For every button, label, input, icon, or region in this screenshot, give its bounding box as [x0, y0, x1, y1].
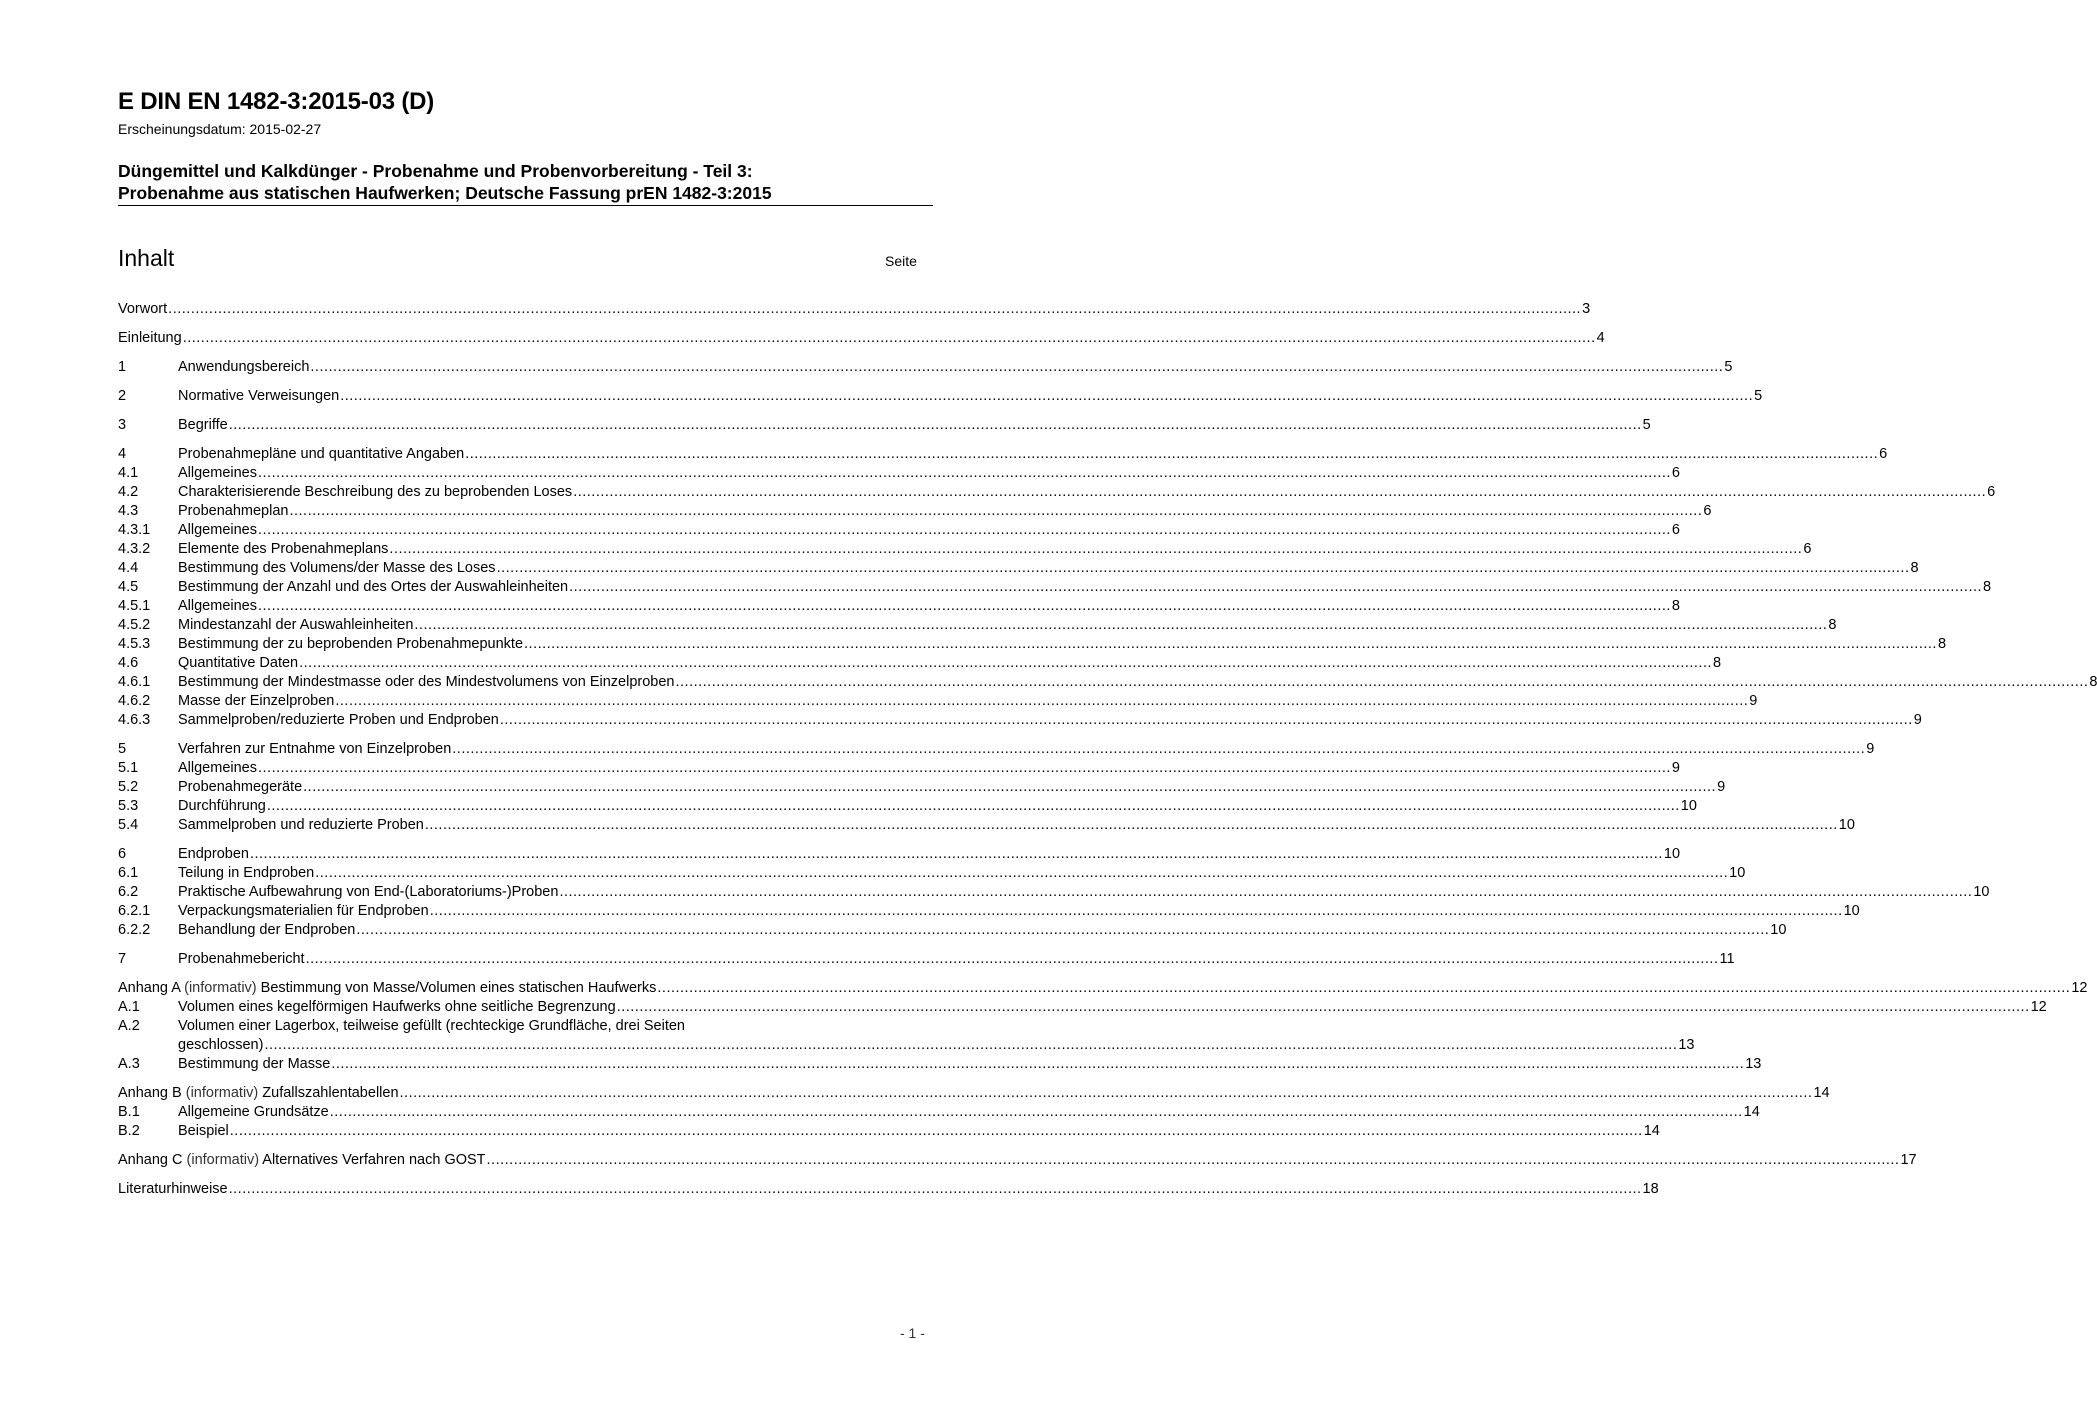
- toc-page-number: 13: [1678, 1037, 1695, 1053]
- toc-page-number: 17: [1900, 1152, 1917, 1168]
- toc-dot-leader: [340, 387, 1753, 406]
- toc-page-number: 5: [1642, 417, 1651, 433]
- toc-dot-leader: [303, 778, 1716, 797]
- toc-page-number: 6: [1703, 503, 1712, 519]
- toc-entry[interactable]: [118, 358, 1733, 377]
- toc-entry-title: Elemente des Probenahmeplans: [178, 541, 389, 557]
- toc-page-number: 10: [1729, 865, 1746, 881]
- toc-entry[interactable]: [118, 864, 1746, 883]
- toc-entry[interactable]: [118, 883, 1990, 902]
- toc-dot-leader: [230, 1122, 1643, 1141]
- toc-entry-title: Endproben: [178, 846, 249, 862]
- toc-page-number: 18: [1642, 1181, 1659, 1197]
- toc-entry-number: 6.1: [118, 865, 139, 881]
- toc-entry[interactable]: [118, 845, 1681, 864]
- toc-entry-label: [118, 1151, 486, 1170]
- toc-entry-number: 4.5.3: [118, 636, 151, 652]
- toc-page-number: 9: [1671, 760, 1680, 776]
- toc-entry[interactable]: [118, 521, 1680, 540]
- toc-page-number: 6: [1671, 522, 1680, 538]
- toc-page-number: 8: [1983, 579, 1992, 595]
- toc-entry[interactable]: [118, 759, 1680, 778]
- toc-entry[interactable]: [118, 797, 1697, 816]
- toc-page-number: 12: [2030, 999, 2047, 1015]
- toc-entry-title: Quantitative Daten: [178, 655, 299, 671]
- toc-entry-continuation: [118, 1036, 1695, 1055]
- toc-page-number: 6: [1803, 541, 1812, 557]
- toc-dot-leader: [356, 921, 1769, 940]
- toc-entry-title: Probenahmebericht: [178, 951, 305, 967]
- toc-entry-number: 4.2: [118, 484, 139, 500]
- toc-entry-title: Sammelproben und reduzierte Proben: [178, 817, 424, 833]
- toc-entry-number: 5.1: [118, 760, 139, 776]
- toc-entry-title: Probenahmeplan: [178, 503, 289, 519]
- toc-entry-title: Volumen einer Lagerbox, teilweise gefüllt (rechteckige Grundfläche, drei Seiten: [178, 1018, 685, 1034]
- toc-entry-title: Volumen eines kegelförmigen Haufwerks ohne seitliche Begrenzung: [178, 999, 616, 1015]
- toc-page-number: 5: [1754, 388, 1763, 404]
- toc-entry-number: 4.5.2: [118, 617, 151, 633]
- toc-annex: Anhang A: [118, 980, 181, 996]
- toc-annex-qualifier: (informativ): [186, 1152, 260, 1168]
- toc-entry-number: 7: [118, 951, 127, 967]
- toc-page-number: 8: [1713, 655, 1722, 671]
- toc-entry-title: Literaturhinweise: [118, 1181, 228, 1197]
- toc-page-number: 6: [1987, 484, 1996, 500]
- toc-entry-number: 4.3.1: [118, 522, 151, 538]
- toc-dot-leader: [258, 521, 1671, 540]
- toc-entry[interactable]: [118, 673, 2097, 692]
- toc-entry[interactable]: [118, 597, 1680, 616]
- toc-entry[interactable]: [118, 1103, 1760, 1122]
- toc-entry-title: Allgemeine Grundsätze: [178, 1104, 329, 1120]
- toc-entry-number: 4.6.2: [118, 693, 151, 709]
- toc-entry-number: 4.4: [118, 560, 139, 576]
- toc-entry[interactable]: [118, 387, 1763, 406]
- toc-dot-leader: [299, 654, 1712, 673]
- toc-page-number: 10: [1663, 846, 1681, 862]
- toc-dot-leader: [389, 540, 1802, 559]
- toc-entry-number: 6: [118, 846, 127, 862]
- toc-entry-label: [118, 1084, 399, 1103]
- toc-dot-leader: [250, 845, 1663, 864]
- toc-annex: Anhang C: [118, 1152, 183, 1168]
- toc-page-number: 5: [1724, 359, 1733, 375]
- toc-entry[interactable]: [118, 979, 2088, 998]
- toc-annex-qualifier: (informativ): [185, 1085, 259, 1101]
- toc-page-number: 8: [1910, 560, 1919, 576]
- toc-entry[interactable]: [118, 921, 1787, 940]
- toc-entry-title: Teilung in Endproben: [178, 865, 315, 881]
- toc-page-number: 10: [1680, 798, 1697, 814]
- toc-entry-title: Bestimmung von Masse/Volumen eines statischen Haufwerks: [260, 980, 657, 996]
- toc-entry-title: Einleitung: [118, 330, 182, 346]
- toc-entry-number: A.1: [118, 999, 140, 1015]
- toc-entry-title: Bestimmung der Masse: [178, 1056, 331, 1072]
- toc-entry-number: 4.3.2: [118, 541, 151, 557]
- toc-entry-title: Allgemeines: [178, 465, 257, 481]
- toc-page-number: 12: [2071, 980, 2088, 996]
- toc-entry[interactable]: [118, 1017, 1695, 1055]
- toc-page-number: 9: [1717, 779, 1726, 795]
- toc-entry-title: Probenahmepläne und quantitative Angaben: [178, 446, 465, 462]
- page-number: - 1 -: [900, 1325, 925, 1341]
- toc-page-number: 8: [2089, 674, 2097, 690]
- toc-entry[interactable]: [118, 502, 1712, 521]
- subtitle-line-2: Probenahme aus statischen Haufwerken; Deutsche Fassung prEN 1482-3:2015: [118, 183, 772, 203]
- toc-dot-leader: [573, 483, 1986, 502]
- toc-entry-title: Durchführung: [178, 798, 266, 814]
- toc-entry[interactable]: [118, 740, 1875, 759]
- toc-page-number: 14: [1643, 1123, 1660, 1139]
- toc-page-number: 3: [1582, 301, 1591, 317]
- toc-entry-number: 6.2.2: [118, 922, 151, 938]
- toc-dot-leader: [229, 1180, 1642, 1199]
- toc-page-number: 10: [1770, 922, 1787, 938]
- toc-entry-title: Probenahmegeräte: [178, 779, 303, 795]
- toc-entry-title: Bestimmung der zu beprobenden Probenahmepunkte: [178, 636, 524, 652]
- toc-dot-leader: [330, 1103, 1743, 1122]
- toc-dot-leader: [306, 950, 1719, 969]
- toc-dot-leader: [310, 358, 1723, 377]
- toc-entry[interactable]: [118, 445, 1888, 464]
- toc-entry-number: 4.1: [118, 465, 139, 481]
- toc-entry-title: Allgemeines: [178, 760, 257, 776]
- toc-page-number: 4: [1596, 330, 1605, 346]
- toc-dot-leader: [675, 673, 2088, 692]
- toc-page-column-label: Seite: [885, 253, 917, 269]
- toc-entry[interactable]: [118, 816, 1855, 835]
- title-rule: [118, 205, 933, 206]
- toc-entry[interactable]: [118, 654, 1722, 673]
- toc-entry-title: Praktische Aufbewahrung von End-(Laboratoriums-)Proben: [178, 884, 559, 900]
- toc-entry[interactable]: [118, 616, 1837, 635]
- toc-entry-title: Bestimmung des Volumens/der Masse des Loses: [178, 560, 496, 576]
- toc-entry[interactable]: [118, 902, 1860, 921]
- toc-annex-qualifier: (informativ): [184, 980, 257, 996]
- toc-entry-number: 5: [118, 741, 127, 757]
- toc-dot-leader: [315, 864, 1728, 883]
- doc-title: E DIN EN 1482-3:2015-03 (D): [118, 88, 435, 115]
- toc-entry-title: Beispiel: [178, 1123, 229, 1139]
- toc-entry[interactable]: [118, 464, 1680, 483]
- toc-entry-number: 4.6.1: [118, 674, 151, 690]
- toc-entry[interactable]: [118, 540, 1812, 559]
- toc-entry[interactable]: [118, 635, 1947, 654]
- toc-entry[interactable]: [118, 692, 1758, 711]
- toc-entry-title: Vorwort: [118, 301, 168, 317]
- toc-entry-title: Verpackungsmaterialien für Endproben: [178, 903, 429, 919]
- toc-entry-title: Begriffe: [178, 417, 228, 433]
- toc-entry-number: A.2: [118, 1018, 140, 1034]
- toc-entry-number: 2: [118, 388, 127, 404]
- toc-page-number: 8: [1828, 617, 1837, 633]
- toc-entry[interactable]: [118, 778, 1726, 797]
- toc-entry-title: Verfahren zur Entnahme von Einzelproben: [178, 741, 452, 757]
- toc-entry[interactable]: [118, 483, 1996, 502]
- toc-dot-leader: [168, 300, 1581, 319]
- toc-entry[interactable]: [118, 559, 1919, 578]
- toc-dot-leader: [497, 559, 1910, 578]
- toc-annex: Anhang B: [118, 1085, 182, 1101]
- toc-entry-title: Masse der Einzelproben: [178, 693, 335, 709]
- toc-dot-leader: [559, 883, 1972, 902]
- toc-dot-leader: [617, 998, 2030, 1017]
- toc-dot-leader: [258, 464, 1671, 483]
- toc-entry[interactable]: [118, 950, 1735, 969]
- toc-entry-number: B.1: [118, 1104, 140, 1120]
- toc-page-number: 10: [1838, 817, 1855, 833]
- toc-entry[interactable]: [118, 998, 2047, 1017]
- toc-entry-number: 5.4: [118, 817, 139, 833]
- toc-entry-number: 4: [118, 446, 127, 462]
- toc-entry-title: Bestimmung der Anzahl und des Ortes der Auswahleinheiten: [178, 579, 569, 595]
- toc-entry-title: Zufallszahlentabellen: [262, 1085, 399, 1101]
- toc-page-number: 9: [1866, 741, 1875, 757]
- toc-entry-number: 4.3: [118, 503, 139, 519]
- toc-dot-leader: [430, 902, 1843, 921]
- toc-entry-number: 5.2: [118, 779, 139, 795]
- toc-entry[interactable]: [118, 416, 1651, 435]
- table-of-contents: [118, 300, 2097, 1199]
- toc-heading: Inhalt: [118, 245, 175, 271]
- toc-entry[interactable]: [118, 1084, 1830, 1103]
- toc-dot-leader: [229, 416, 1642, 435]
- toc-page-number: 9: [1749, 693, 1758, 709]
- toc-page-number: 8: [1937, 636, 1947, 652]
- toc-dot-leader: [335, 692, 1748, 711]
- toc-entry-number: 4.6.3: [118, 712, 151, 728]
- subtitle-line-1: Düngemittel und Kalkdünger - Probenahme und Probenvorbereitung - Teil 3:: [118, 161, 753, 181]
- toc-dot-leader: [569, 578, 1982, 597]
- toc-entry[interactable]: [118, 711, 1922, 730]
- toc-entry-number: 3: [118, 417, 127, 433]
- toc-entry-title: Allgemeines: [178, 598, 257, 614]
- toc-entry-number: 1: [118, 359, 127, 375]
- toc-dot-leader: [264, 1036, 1677, 1055]
- toc-entry-title-cont: geschlossen): [178, 1037, 264, 1053]
- toc-dot-leader: [183, 329, 1596, 348]
- toc-dot-leader: [258, 597, 1671, 616]
- toc-entry-number: B.2: [118, 1123, 140, 1139]
- toc-entry[interactable]: [118, 1055, 1762, 1074]
- toc-entry[interactable]: [118, 1122, 1660, 1141]
- toc-page-number: 10: [1843, 903, 1860, 919]
- toc-page-number: 8: [1671, 598, 1680, 614]
- toc-entry-number: 6.2: [118, 884, 139, 900]
- toc-dot-leader: [289, 502, 1702, 521]
- toc-entry[interactable]: [118, 1180, 1659, 1199]
- toc-dot-leader: [465, 445, 1878, 464]
- toc-entry[interactable]: [118, 1151, 1917, 1170]
- toc-dot-leader: [657, 979, 2070, 998]
- toc-entry[interactable]: [118, 329, 1605, 348]
- toc-entry-number: 4.6: [118, 655, 139, 671]
- toc-dot-leader: [267, 797, 1680, 816]
- toc-page-number: 6: [1879, 446, 1888, 462]
- toc-page-number: 10: [1973, 884, 1990, 900]
- toc-entry-title: Alternatives Verfahren nach GOST: [262, 1152, 486, 1168]
- toc-dot-leader: [400, 1084, 1813, 1103]
- toc-entry-title: Sammelproben/reduzierte Proben und Endproben: [178, 712, 499, 728]
- toc-dot-leader: [414, 616, 1827, 635]
- toc-dot-leader: [500, 711, 1913, 730]
- toc-entry-title: Charakterisierende Beschreibung des zu beprobenden Loses: [178, 484, 573, 500]
- toc-entry-title: Behandlung der Endproben: [178, 922, 356, 938]
- toc-page-number: 9: [1913, 712, 1922, 728]
- toc-entry-label: [118, 979, 656, 998]
- toc-entry-number: 5.3: [118, 798, 139, 814]
- toc-dot-leader: [524, 635, 1937, 654]
- toc-dot-leader: [452, 740, 1865, 759]
- toc-entry-title: Anwendungsbereich: [178, 359, 310, 375]
- toc-entry-number: 4.5.1: [118, 598, 151, 614]
- toc-entry-title: Normative Verweisungen: [178, 388, 340, 404]
- toc-dot-leader: [425, 816, 1838, 835]
- doc-subtitle: [118, 160, 933, 204]
- toc-entry-title: Mindestanzahl der Auswahleinheiten: [178, 617, 414, 633]
- toc-entry-title: Bestimmung der Mindestmasse oder des Mindestvolumens von Einzelproben: [178, 674, 675, 690]
- toc-dot-leader: [331, 1055, 1744, 1074]
- toc-dot-leader: [487, 1151, 1900, 1170]
- publication-date: Erscheinungsdatum: 2015-02-27: [118, 121, 322, 137]
- toc-entry-title: Allgemeines: [178, 522, 257, 538]
- toc-page-number: 11: [1719, 951, 1735, 967]
- toc-page-number: 14: [1743, 1104, 1760, 1120]
- toc-dot-leader: [258, 759, 1671, 778]
- toc-entry[interactable]: [118, 300, 1591, 319]
- toc-page-number: 6: [1671, 465, 1680, 481]
- toc-page-number: 13: [1745, 1056, 1762, 1072]
- toc-entry[interactable]: [118, 578, 1992, 597]
- toc-page-number: 14: [1813, 1085, 1830, 1101]
- toc-entry-number: 6.2.1: [118, 903, 151, 919]
- toc-entry-number: A.3: [118, 1056, 140, 1072]
- toc-entry-number: 4.5: [118, 579, 139, 595]
